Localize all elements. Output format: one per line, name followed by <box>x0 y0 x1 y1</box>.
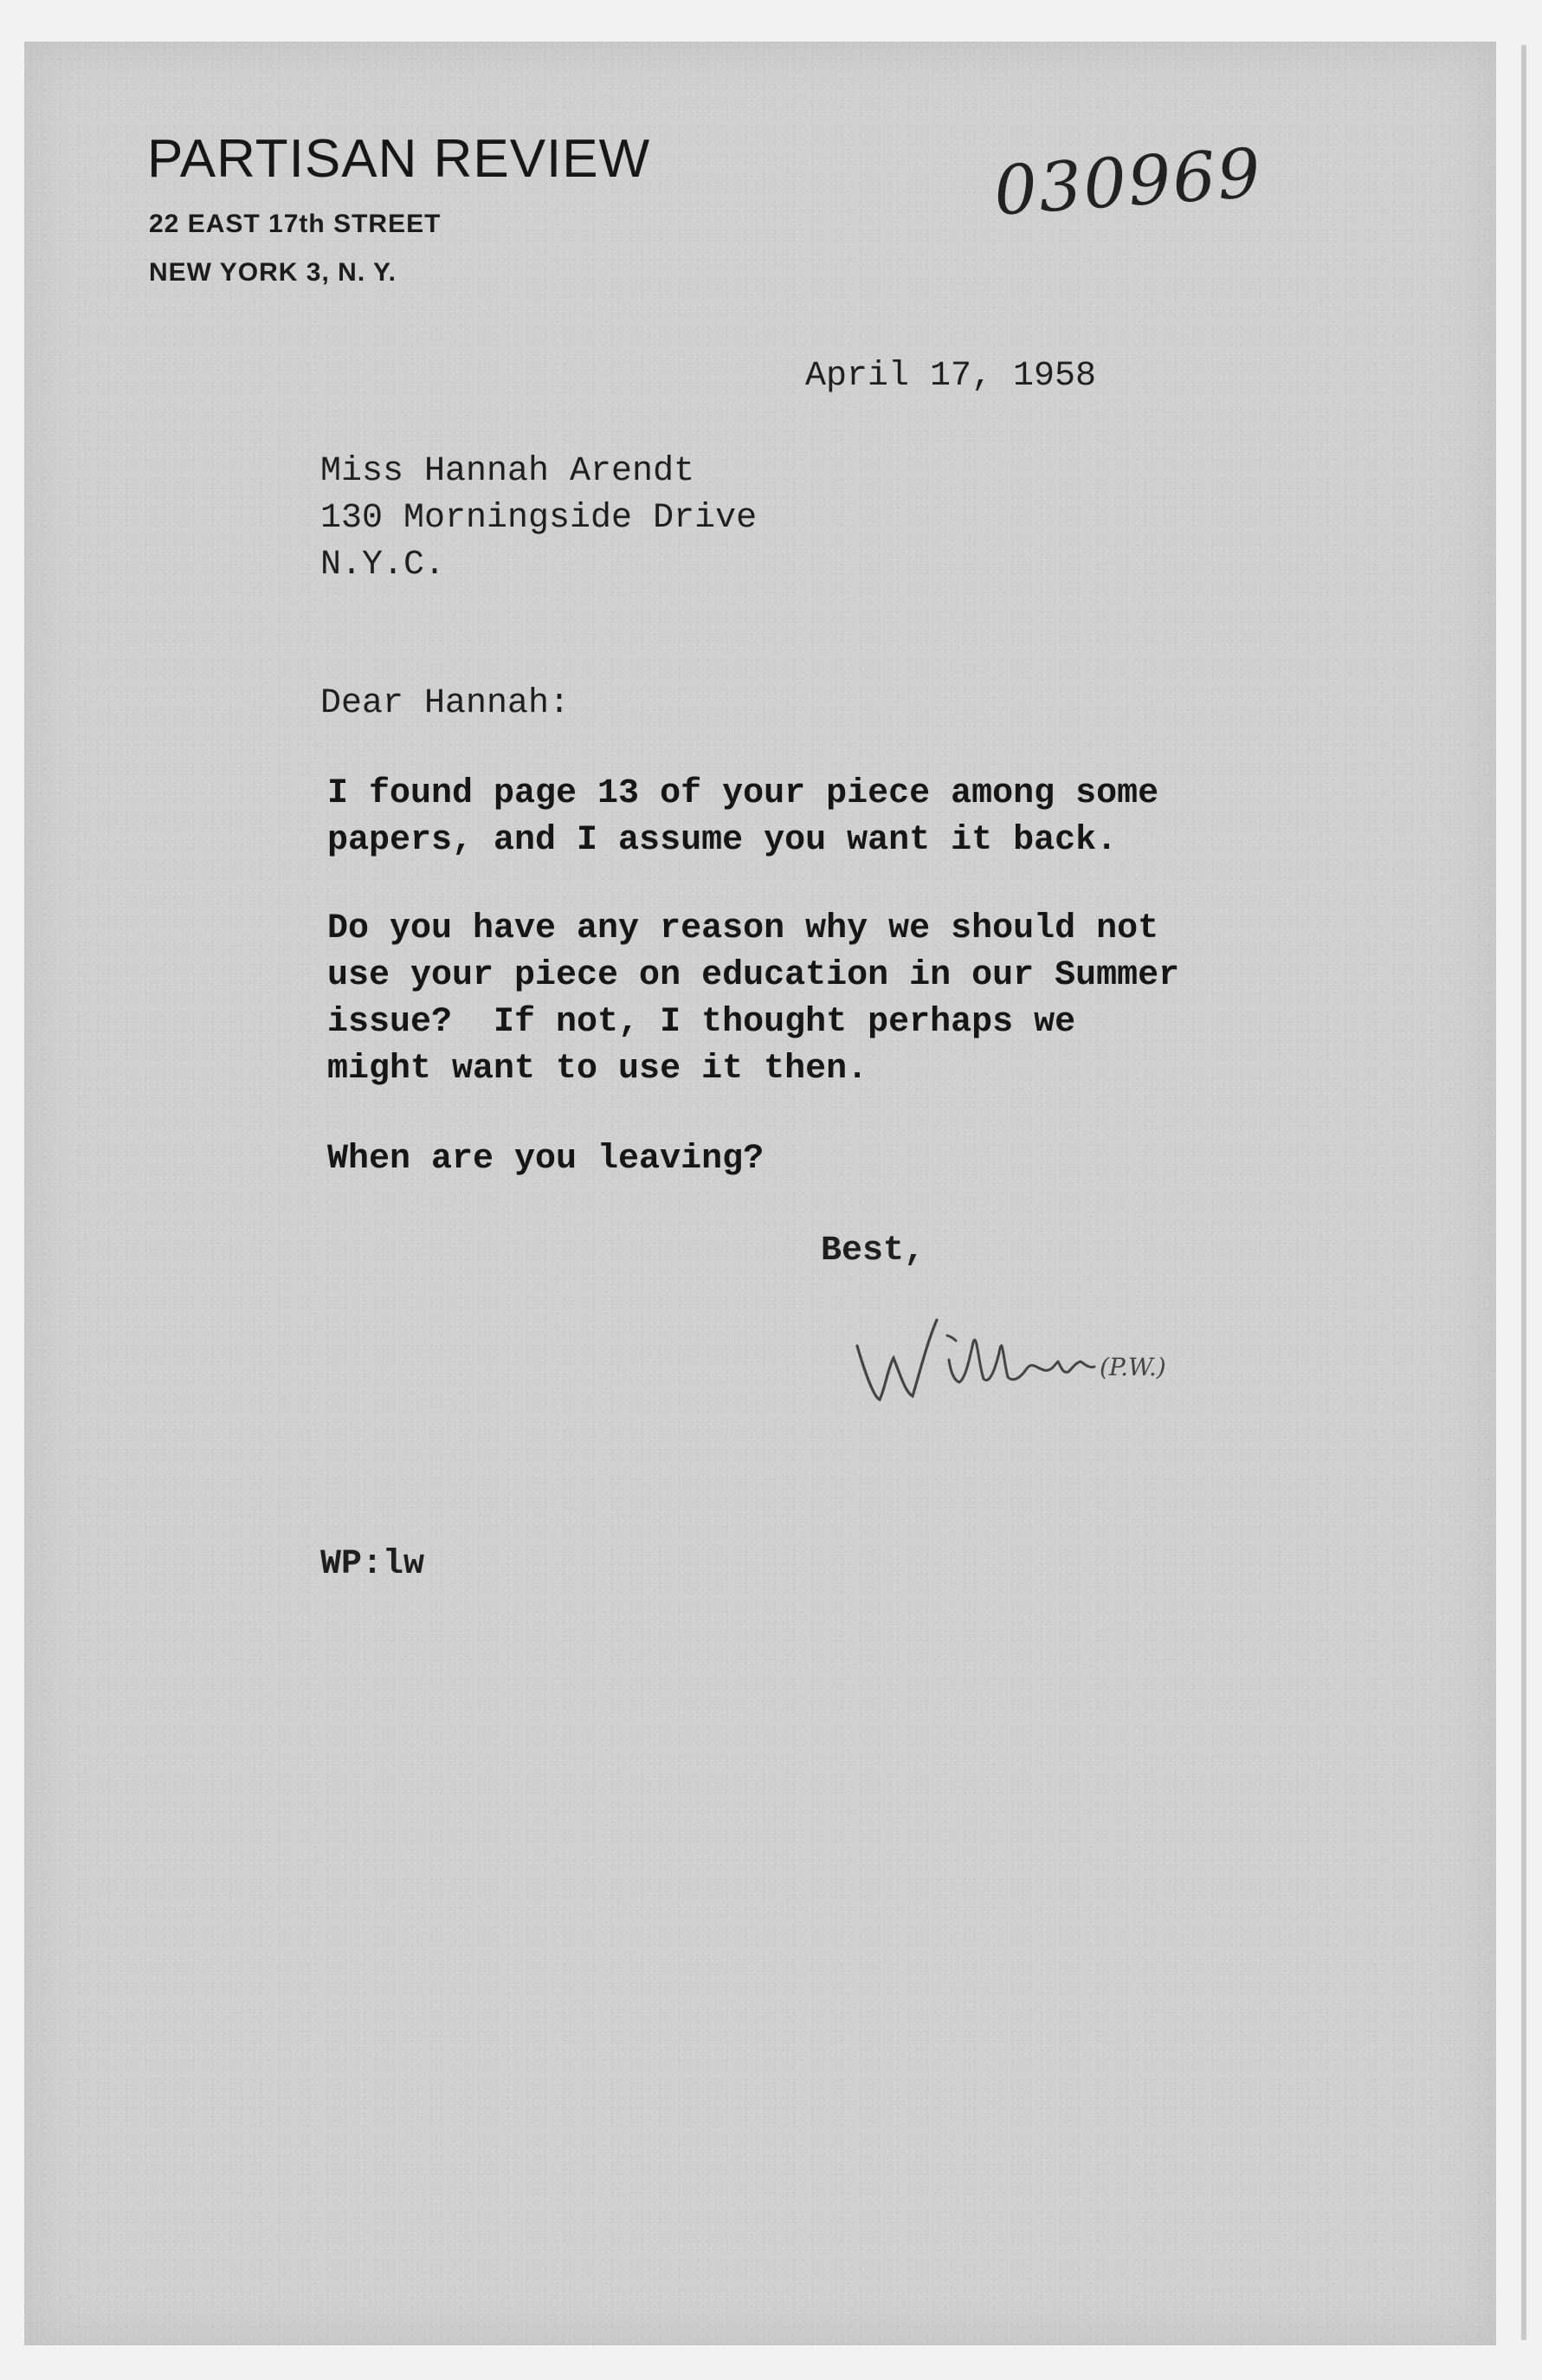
sheet-edge <box>1521 45 1526 2340</box>
paragraph-2-line-4: might want to use it then. <box>327 1050 868 1089</box>
recipient-name: Miss Hannah Arendt <box>320 452 695 491</box>
paragraph-2-line-2: use your piece on education in our Summer <box>327 956 1180 995</box>
archive-number: 030969 <box>991 134 1265 231</box>
letterhead-address-line-2: NEW YORK 3, N. Y. <box>149 258 397 287</box>
paragraph-2 <box>327 906 1179 1093</box>
recipient-street: 130 Morningside Drive <box>320 499 758 538</box>
paragraph-3-line-1: When are you leaving? <box>327 1140 765 1179</box>
reference-initials: WP:lw <box>320 1545 425 1584</box>
paragraph-1 <box>327 771 1158 864</box>
salutation: Dear Hannah: <box>320 684 571 723</box>
paragraph-1-line-1: I found page 13 of your piece among some <box>327 774 1159 813</box>
paragraph-1-line-2: papers, and I assume you want it back. <box>327 821 1118 860</box>
letterhead-title: PARTISAN REVIEW <box>147 129 651 189</box>
svg-text:(P.W.): (P.W.) <box>1100 1353 1166 1381</box>
letterhead-address-line-1: 22 EAST 17th STREET <box>149 210 442 238</box>
paragraph-2-line-1: Do you have any reason why we should not <box>327 909 1159 948</box>
letter-date: April 17, 1958 <box>805 357 1097 396</box>
recipient-city: N.Y.C. <box>320 546 446 585</box>
signature <box>850 1296 1214 1417</box>
paragraph-3 <box>327 1136 764 1183</box>
paragraph-2-line-3: issue? If not, I thought perhaps we <box>327 1003 1076 1042</box>
letter-sheet <box>24 42 1496 2345</box>
closing: Best, <box>821 1232 926 1271</box>
